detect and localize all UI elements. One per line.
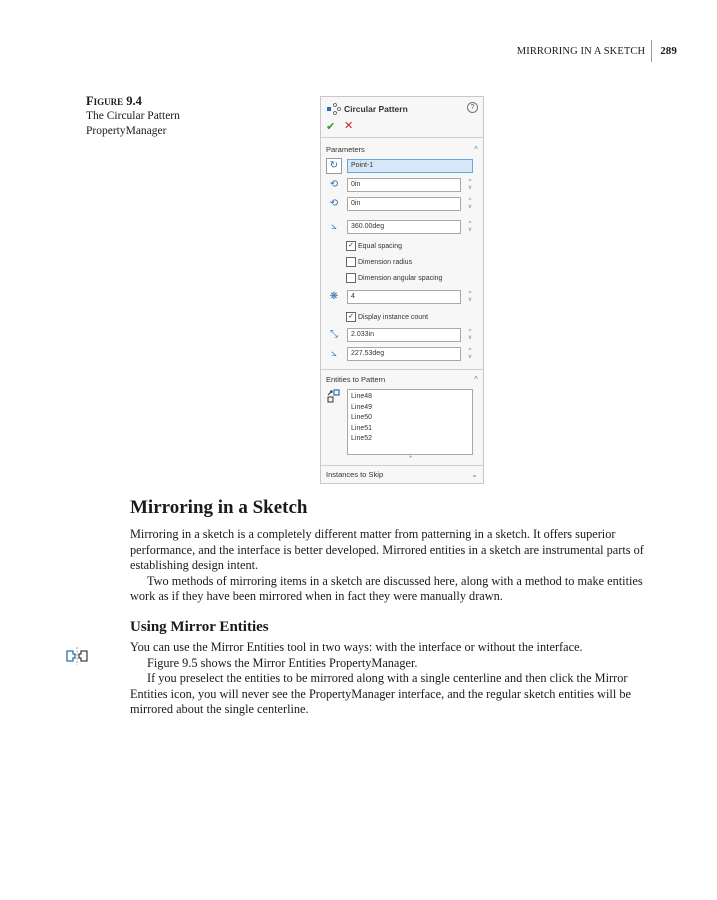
- paragraph: You can use the Mirror Entities tool in two ways: with the interface or without the interface.: [130, 640, 583, 654]
- divider: [321, 137, 483, 138]
- instances-icon: ❋: [329, 291, 339, 302]
- center-y-spinner[interactable]: ^ v: [468, 198, 472, 210]
- list-item[interactable]: Line52: [351, 435, 373, 442]
- instance-count-field[interactable]: 4: [347, 290, 461, 304]
- help-icon[interactable]: ?: [467, 102, 478, 113]
- circular-pattern-property-manager: [320, 96, 484, 484]
- radius-spinner[interactable]: ^ v: [468, 329, 472, 341]
- figure-caption-line1: The Circular Pattern: [86, 110, 180, 122]
- equal-spacing-checkbox[interactable]: [346, 241, 402, 251]
- paragraph: If you preselect the entities to be mirrored along with a single centerline and then click the Mirror Entities icon, you will never see the PropertyManager interface, and the regular sketch entities will be mirrored about the single centerline.: [130, 671, 631, 717]
- checkbox-unchecked[interactable]: [346, 273, 356, 283]
- entities-to-pattern-icon: [327, 389, 341, 405]
- display-instance-count-checkbox[interactable]: [346, 312, 428, 322]
- list-resize-handle[interactable]: ●: [409, 454, 413, 460]
- dimension-radius-label: Dimension radius: [358, 258, 413, 266]
- arc-angle-spinner[interactable]: ^ v: [468, 348, 472, 360]
- collapse-icon[interactable]: ^: [474, 375, 478, 384]
- angle-icon: ⦣: [331, 221, 337, 232]
- dimension-angular-spacing-label: Dimension angular spacing: [358, 274, 443, 282]
- divider: [321, 465, 483, 466]
- angle-field[interactable]: 360.00deg: [347, 220, 461, 234]
- angle-row: [326, 219, 478, 235]
- dimension-angular-spacing-checkbox[interactable]: [346, 273, 442, 283]
- list-item[interactable]: Line49: [351, 403, 373, 411]
- section-heading: Mirroring in a Sketch: [130, 497, 308, 518]
- radius-field[interactable]: 2.033in: [347, 328, 461, 342]
- expand-icon[interactable]: ⌄: [471, 470, 478, 479]
- center-y-field[interactable]: 0in: [347, 197, 461, 211]
- subsection-heading: Using Mirror Entities: [130, 619, 269, 635]
- parameters-section-header[interactable]: [326, 145, 478, 154]
- center-x-row: [326, 177, 478, 193]
- center-y-icon: ⟲: [329, 198, 339, 209]
- subsection-body: [130, 640, 660, 718]
- display-instance-count-label: Display instance count: [358, 313, 429, 321]
- checkbox-checked[interactable]: ✓: [346, 241, 356, 251]
- figure-caption-line2: PropertyManager: [86, 125, 167, 137]
- collapse-icon[interactable]: ^: [474, 145, 478, 154]
- running-head-divider: [651, 40, 652, 62]
- list-item[interactable]: Line50: [351, 414, 373, 421]
- pm-title-text: Circular Pattern: [344, 104, 408, 114]
- cancel-button[interactable]: ✕: [344, 120, 354, 132]
- paragraph: Mirroring in a sketch is a completely different matter from patterning in a sketch. It offers superior performance, and the interface is better developed. Mirrored entities in a sketch are instrumental parts of establishing design intent.: [130, 527, 644, 573]
- entities-label: Entities to Pattern: [326, 375, 386, 384]
- paragraph: Figure 9.5 shows the Mirror Entities PropertyManager.: [147, 655, 418, 670]
- instances-to-skip-header[interactable]: [326, 470, 478, 479]
- radius-row: [326, 327, 478, 343]
- list-item[interactable]: Line51: [351, 424, 373, 432]
- page-number: 289: [660, 45, 677, 57]
- radius-icon: ⤡: [330, 329, 338, 340]
- arc-angle-row: [326, 346, 478, 362]
- center-x-icon: ⟲: [329, 179, 339, 190]
- center-point-row: [326, 158, 478, 174]
- instance-count-spinner[interactable]: ^ v: [468, 291, 472, 303]
- running-head: [517, 40, 677, 62]
- center-point-field[interactable]: Point-1: [347, 159, 473, 173]
- center-x-field[interactable]: 0in: [347, 178, 461, 192]
- equal-spacing-label: Equal spacing: [358, 242, 402, 250]
- center-x-spinner[interactable]: ^ v: [468, 179, 472, 191]
- checkbox-unchecked[interactable]: [346, 257, 356, 267]
- list-item[interactable]: Line48: [351, 393, 373, 400]
- mirror-entities-icon: [64, 647, 90, 665]
- section-body: [130, 527, 660, 605]
- divider: [321, 369, 483, 370]
- parameters-label: Parameters: [326, 145, 365, 154]
- entities-section-header[interactable]: [326, 375, 478, 384]
- arc-angle-field[interactable]: 227.53deg: [347, 347, 461, 361]
- entities-list[interactable]: [347, 389, 473, 455]
- arc-angle-icon: ⦣: [331, 348, 337, 359]
- ok-button[interactable]: ✔: [326, 121, 336, 133]
- figure-label: Figure 9.4: [86, 94, 142, 108]
- instance-count-row: [326, 289, 478, 305]
- angle-spinner[interactable]: ^ v: [468, 221, 472, 233]
- center-y-row: [326, 196, 478, 212]
- dimension-radius-checkbox[interactable]: [346, 257, 412, 267]
- pm-title: [327, 103, 408, 115]
- checkbox-checked[interactable]: ✓: [346, 312, 356, 322]
- reverse-direction-icon[interactable]: ↻: [326, 158, 342, 174]
- running-head-section: MIRRORING IN A SKETCH: [516, 45, 646, 57]
- paragraph: Two methods of mirroring items in a sketch are discussed here, along with a method to make entities work as if they have been mirrored when in fact they were manually drawn.: [130, 573, 643, 604]
- circular-pattern-icon: [327, 103, 341, 115]
- instances-to-skip-label: Instances to Skip: [326, 470, 384, 479]
- figure-caption: [86, 94, 180, 139]
